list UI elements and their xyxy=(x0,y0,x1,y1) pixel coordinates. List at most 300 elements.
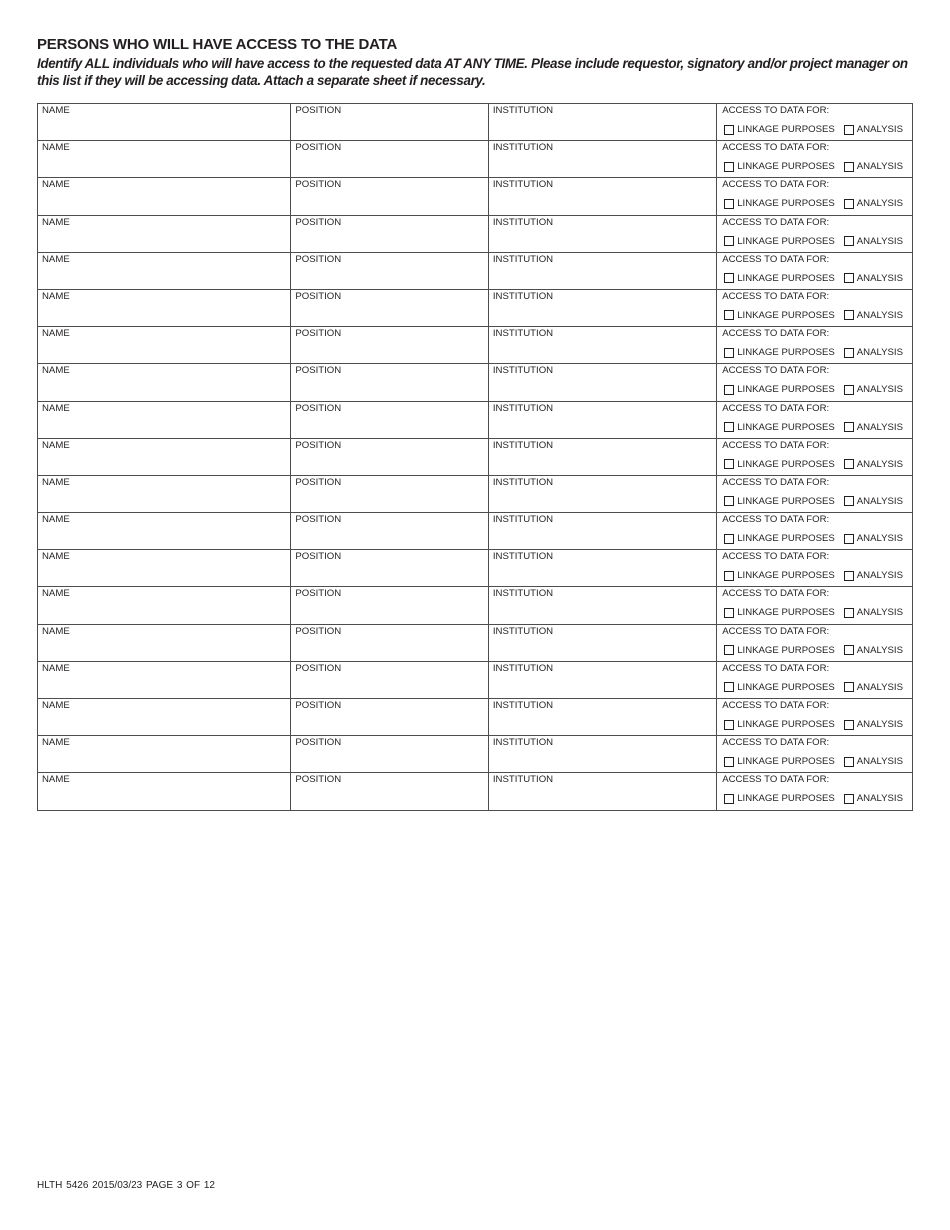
position-label: POSITION xyxy=(295,105,342,116)
institution-field[interactable] xyxy=(489,141,717,177)
analysis-checkbox[interactable] xyxy=(844,162,854,172)
access-cell xyxy=(717,104,913,140)
name-label: NAME xyxy=(42,142,70,154)
linkage-option xyxy=(724,198,835,209)
access-label: ACCESS TO DATA FOR: xyxy=(722,105,830,116)
position-field[interactable] xyxy=(291,290,489,326)
name-label: NAME xyxy=(42,290,70,302)
access-cell xyxy=(717,476,913,512)
analysis-option xyxy=(844,682,903,693)
table-row xyxy=(38,104,913,141)
name-label: NAME xyxy=(42,551,70,563)
analysis-label: ANALYSIS xyxy=(856,124,903,135)
access-label: ACCESS TO DATA FOR: xyxy=(722,179,830,191)
linkage-checkbox[interactable] xyxy=(724,385,734,395)
access-label: ACCESS TO DATA FOR: xyxy=(722,514,830,526)
table-row xyxy=(38,773,913,810)
linkage-option xyxy=(724,124,835,135)
analysis-checkbox[interactable] xyxy=(844,496,854,506)
institution-label: INSTITUTION xyxy=(492,365,554,377)
access-label: ACCESS TO DATA FOR: xyxy=(722,737,830,749)
table-row xyxy=(38,216,913,253)
analysis-label: ANALYSIS xyxy=(856,607,903,619)
position-field[interactable] xyxy=(291,587,489,623)
name-label: NAME xyxy=(42,105,70,116)
analysis-checkbox[interactable] xyxy=(844,720,854,730)
access-cell xyxy=(717,513,913,549)
linkage-label: LINKAGE PURPOSES xyxy=(737,607,835,619)
position-label: POSITION xyxy=(295,625,342,637)
name-label: NAME xyxy=(42,625,70,637)
institution-field[interactable] xyxy=(489,513,717,549)
access-label: ACCESS TO DATA FOR: xyxy=(722,774,830,786)
linkage-label: LINKAGE PURPOSES xyxy=(737,644,835,656)
linkage-label: LINKAGE PURPOSES xyxy=(737,198,835,210)
access-options xyxy=(722,604,912,621)
analysis-label: ANALYSIS xyxy=(856,495,903,507)
access-cell xyxy=(717,364,913,400)
institution-label: INSTITUTION xyxy=(492,700,554,711)
analysis-option xyxy=(844,236,903,247)
name-field[interactable] xyxy=(38,773,291,809)
position-field[interactable] xyxy=(291,216,489,252)
access-label: ACCESS TO DATA FOR: xyxy=(722,439,830,451)
institution-label: INSTITUTION xyxy=(492,290,554,302)
institution-field[interactable] xyxy=(489,625,717,661)
page-title: PERSONS WHO WILL HAVE ACCESS TO THE DATA xyxy=(37,36,398,53)
linkage-option xyxy=(724,496,835,507)
linkage-option xyxy=(724,422,835,433)
position-label: POSITION xyxy=(295,402,342,414)
name-field[interactable] xyxy=(38,587,291,623)
analysis-option xyxy=(844,719,903,730)
access-cell xyxy=(717,439,913,475)
analysis-checkbox[interactable] xyxy=(844,608,854,618)
analysis-label: ANALYSIS xyxy=(856,347,903,359)
access-options xyxy=(722,790,912,807)
name-label: NAME xyxy=(42,588,70,600)
access-label: ACCESS TO DATA FOR: xyxy=(722,216,830,228)
name-field[interactable] xyxy=(38,513,291,549)
linkage-label: LINKAGE PURPOSES xyxy=(737,719,835,730)
access-options xyxy=(722,307,912,324)
institution-label: INSTITUTION xyxy=(492,774,554,786)
access-options xyxy=(722,679,912,696)
table-row xyxy=(38,550,913,587)
name-label: NAME xyxy=(42,439,70,451)
analysis-checkbox[interactable] xyxy=(844,125,854,135)
institution-label: INSTITUTION xyxy=(492,476,554,488)
linkage-option xyxy=(724,273,835,284)
analysis-option xyxy=(844,533,903,544)
analysis-checkbox[interactable] xyxy=(844,310,854,320)
access-cell xyxy=(717,253,913,289)
institution-label: INSTITUTION xyxy=(492,253,554,265)
position-label: POSITION xyxy=(295,142,342,154)
linkage-checkbox[interactable] xyxy=(724,459,734,469)
linkage-option xyxy=(724,347,835,358)
table-row xyxy=(38,253,913,290)
analysis-checkbox[interactable] xyxy=(844,273,854,283)
table-row xyxy=(38,587,913,624)
analysis-option xyxy=(844,756,903,767)
institution-field[interactable] xyxy=(489,178,717,214)
institution-field[interactable] xyxy=(489,104,717,140)
name-field[interactable] xyxy=(38,736,291,772)
institution-label: INSTITUTION xyxy=(492,551,554,563)
name-label: NAME xyxy=(42,662,70,674)
analysis-checkbox[interactable] xyxy=(844,794,854,804)
analysis-checkbox[interactable] xyxy=(844,534,854,544)
access-label: ACCESS TO DATA FOR: xyxy=(722,365,830,377)
institution-field[interactable] xyxy=(489,216,717,252)
access-label: ACCESS TO DATA FOR: xyxy=(722,290,830,302)
position-label: POSITION xyxy=(295,700,342,711)
analysis-checkbox[interactable] xyxy=(844,199,854,209)
position-field[interactable] xyxy=(291,141,489,177)
position-label: POSITION xyxy=(295,439,342,451)
institution-label: INSTITUTION xyxy=(492,142,554,154)
name-label: NAME xyxy=(42,365,70,377)
linkage-checkbox[interactable] xyxy=(724,571,734,581)
institution-field[interactable] xyxy=(489,253,717,289)
access-label: ACCESS TO DATA FOR: xyxy=(722,588,830,600)
analysis-label: ANALYSIS xyxy=(856,384,903,396)
linkage-label: LINKAGE PURPOSES xyxy=(737,495,835,507)
linkage-label: LINKAGE PURPOSES xyxy=(737,347,835,359)
table-row xyxy=(38,439,913,476)
name-field[interactable] xyxy=(38,141,291,177)
linkage-label: LINKAGE PURPOSES xyxy=(737,421,835,433)
analysis-checkbox[interactable] xyxy=(844,385,854,395)
table-row xyxy=(38,178,913,215)
access-options xyxy=(722,456,912,473)
institution-field[interactable] xyxy=(489,327,717,363)
name-field[interactable] xyxy=(38,550,291,586)
name-field[interactable] xyxy=(38,402,291,438)
position-label: POSITION xyxy=(295,551,342,563)
analysis-checkbox[interactable] xyxy=(844,459,854,469)
table-row xyxy=(38,290,913,327)
position-field[interactable] xyxy=(291,773,489,809)
name-label: NAME xyxy=(42,402,70,414)
access-options xyxy=(722,195,912,212)
linkage-option xyxy=(724,384,835,395)
access-cell xyxy=(717,141,913,177)
name-field[interactable] xyxy=(38,476,291,512)
analysis-option xyxy=(844,793,903,804)
institution-field[interactable] xyxy=(489,662,717,698)
table-row xyxy=(38,327,913,364)
position-label: POSITION xyxy=(295,588,342,600)
analysis-option xyxy=(844,384,903,395)
analysis-checkbox[interactable] xyxy=(844,348,854,358)
linkage-label: LINKAGE PURPOSES xyxy=(737,309,835,321)
table-row xyxy=(38,513,913,550)
access-label: ACCESS TO DATA FOR: xyxy=(722,328,830,340)
linkage-checkbox[interactable] xyxy=(724,496,734,506)
instructions-text: Identify ALL individuals who will have access to the requested data AT ANY TIME. Please include requestor, signatory and/or project manager on this list if they will be accessing data. Attach a separate sheet if necessary. xyxy=(37,56,908,88)
linkage-option xyxy=(724,645,835,656)
linkage-checkbox[interactable] xyxy=(724,608,734,618)
position-label: POSITION xyxy=(295,514,342,526)
linkage-checkbox[interactable] xyxy=(724,422,734,432)
analysis-label: ANALYSIS xyxy=(856,681,903,693)
analysis-checkbox[interactable] xyxy=(844,682,854,692)
linkage-checkbox[interactable] xyxy=(724,273,734,283)
name-label: NAME xyxy=(42,179,70,191)
access-options xyxy=(722,567,912,584)
access-label: ACCESS TO DATA FOR: xyxy=(722,625,830,637)
analysis-option xyxy=(844,496,903,507)
table-row xyxy=(38,625,913,662)
name-label: NAME xyxy=(42,216,70,228)
analysis-label: ANALYSIS xyxy=(856,272,903,284)
analysis-label: ANALYSIS xyxy=(856,458,903,470)
analysis-checkbox[interactable] xyxy=(844,422,854,432)
analysis-checkbox[interactable] xyxy=(844,236,854,246)
linkage-checkbox[interactable] xyxy=(724,534,734,544)
linkage-label: LINKAGE PURPOSES xyxy=(737,235,835,247)
linkage-label: LINKAGE PURPOSES xyxy=(737,124,835,135)
footer-text: HLTH 5426 2015/03/23 PAGE 3 OF 12 xyxy=(37,1180,215,1191)
institution-label: INSTITUTION xyxy=(492,737,554,749)
access-cell xyxy=(717,327,913,363)
linkage-label: LINKAGE PURPOSES xyxy=(737,570,835,582)
analysis-option xyxy=(844,124,903,135)
linkage-label: LINKAGE PURPOSES xyxy=(737,533,835,545)
access-label: ACCESS TO DATA FOR: xyxy=(722,700,830,711)
position-label: POSITION xyxy=(295,774,342,786)
access-cell xyxy=(717,587,913,623)
name-field[interactable] xyxy=(38,178,291,214)
institution-label: INSTITUTION xyxy=(492,179,554,191)
position-field[interactable] xyxy=(291,476,489,512)
linkage-option xyxy=(724,682,835,693)
linkage-label: LINKAGE PURPOSES xyxy=(737,756,835,768)
access-cell xyxy=(717,662,913,698)
institution-field[interactable] xyxy=(489,439,717,475)
institution-label: INSTITUTION xyxy=(492,662,554,674)
position-field[interactable] xyxy=(291,253,489,289)
access-cell xyxy=(717,402,913,438)
linkage-checkbox[interactable] xyxy=(724,720,734,730)
name-field[interactable] xyxy=(38,327,291,363)
position-field[interactable] xyxy=(291,662,489,698)
position-label: POSITION xyxy=(295,328,342,340)
institution-field[interactable] xyxy=(489,550,717,586)
name-field[interactable] xyxy=(38,439,291,475)
position-field[interactable] xyxy=(291,402,489,438)
linkage-checkbox[interactable] xyxy=(724,236,734,246)
name-label: NAME xyxy=(42,774,70,786)
analysis-checkbox[interactable] xyxy=(844,645,854,655)
institution-label: INSTITUTION xyxy=(492,216,554,228)
linkage-checkbox[interactable] xyxy=(724,125,734,135)
position-field[interactable] xyxy=(291,699,489,735)
access-cell xyxy=(717,216,913,252)
name-field[interactable] xyxy=(38,290,291,326)
access-cell xyxy=(717,773,913,809)
access-cell xyxy=(717,290,913,326)
linkage-option xyxy=(724,533,835,544)
name-field[interactable] xyxy=(38,625,291,661)
linkage-option xyxy=(724,793,835,804)
access-label: ACCESS TO DATA FOR: xyxy=(722,142,830,154)
table-row xyxy=(38,402,913,439)
position-field[interactable] xyxy=(291,178,489,214)
name-label: NAME xyxy=(42,737,70,749)
linkage-label: LINKAGE PURPOSES xyxy=(737,272,835,284)
linkage-option xyxy=(724,719,835,730)
analysis-option xyxy=(844,347,903,358)
access-cell xyxy=(717,699,913,735)
access-options xyxy=(722,753,912,770)
institution-label: INSTITUTION xyxy=(492,514,554,526)
institution-field[interactable] xyxy=(489,736,717,772)
position-label: POSITION xyxy=(295,253,342,265)
linkage-label: LINKAGE PURPOSES xyxy=(737,384,835,396)
position-field[interactable] xyxy=(291,104,489,140)
access-options xyxy=(722,381,912,398)
access-options xyxy=(722,270,912,287)
analysis-checkbox[interactable] xyxy=(844,571,854,581)
institution-label: INSTITUTION xyxy=(492,439,554,451)
linkage-option xyxy=(724,236,835,247)
analysis-option xyxy=(844,422,903,433)
linkage-option xyxy=(724,756,835,767)
table-row xyxy=(38,699,913,736)
analysis-label: ANALYSIS xyxy=(856,309,903,321)
linkage-checkbox[interactable] xyxy=(724,310,734,320)
access-options xyxy=(722,419,912,436)
position-label: POSITION xyxy=(295,216,342,228)
position-field[interactable] xyxy=(291,625,489,661)
position-label: POSITION xyxy=(295,179,342,191)
analysis-label: ANALYSIS xyxy=(856,719,903,730)
linkage-checkbox[interactable] xyxy=(724,199,734,209)
institution-label: INSTITUTION xyxy=(492,105,554,116)
position-label: POSITION xyxy=(295,290,342,302)
linkage-checkbox[interactable] xyxy=(724,645,734,655)
linkage-label: LINKAGE PURPOSES xyxy=(737,681,835,693)
position-field[interactable] xyxy=(291,550,489,586)
position-field[interactable] xyxy=(291,513,489,549)
linkage-checkbox[interactable] xyxy=(724,794,734,804)
analysis-label: ANALYSIS xyxy=(856,570,903,582)
table-row xyxy=(38,476,913,513)
access-options xyxy=(722,158,912,175)
table-row xyxy=(38,141,913,178)
analysis-checkbox[interactable] xyxy=(844,757,854,767)
access-options xyxy=(722,530,912,547)
analysis-option xyxy=(844,198,903,209)
linkage-checkbox[interactable] xyxy=(724,682,734,692)
analysis-label: ANALYSIS xyxy=(856,421,903,433)
position-field[interactable] xyxy=(291,364,489,400)
name-field[interactable] xyxy=(38,216,291,252)
analysis-label: ANALYSIS xyxy=(856,644,903,656)
institution-field[interactable] xyxy=(489,402,717,438)
access-label: ACCESS TO DATA FOR: xyxy=(722,551,830,563)
name-field[interactable] xyxy=(38,364,291,400)
name-field[interactable] xyxy=(38,253,291,289)
linkage-option xyxy=(724,310,835,321)
linkage-label: LINKAGE PURPOSES xyxy=(737,793,835,805)
access-label: ACCESS TO DATA FOR: xyxy=(722,253,830,265)
linkage-label: LINKAGE PURPOSES xyxy=(737,161,835,173)
linkage-option xyxy=(724,161,835,172)
analysis-label: ANALYSIS xyxy=(856,793,903,805)
access-cell xyxy=(717,178,913,214)
position-label: POSITION xyxy=(295,662,342,674)
analysis-option xyxy=(844,570,903,581)
name-label: NAME xyxy=(42,328,70,340)
name-field[interactable] xyxy=(38,662,291,698)
institution-field[interactable] xyxy=(489,587,717,623)
linkage-label: LINKAGE PURPOSES xyxy=(737,458,835,470)
linkage-option xyxy=(724,607,835,618)
access-options xyxy=(722,233,912,250)
table-row xyxy=(38,662,913,699)
name-label: NAME xyxy=(42,514,70,526)
name-field[interactable] xyxy=(38,104,291,140)
analysis-label: ANALYSIS xyxy=(856,533,903,545)
institution-field[interactable] xyxy=(489,699,717,735)
position-field[interactable] xyxy=(291,736,489,772)
access-options xyxy=(722,642,912,659)
access-cell xyxy=(717,550,913,586)
institution-field[interactable] xyxy=(489,476,717,512)
position-field[interactable] xyxy=(291,327,489,363)
institution-field[interactable] xyxy=(489,773,717,809)
linkage-option xyxy=(724,459,835,470)
access-label: ACCESS TO DATA FOR: xyxy=(722,662,830,674)
access-options xyxy=(722,716,912,733)
linkage-checkbox[interactable] xyxy=(724,348,734,358)
access-options xyxy=(722,121,912,138)
name-label: NAME xyxy=(42,253,70,265)
institution-label: INSTITUTION xyxy=(492,588,554,600)
access-label: ACCESS TO DATA FOR: xyxy=(722,476,830,488)
name-label: NAME xyxy=(42,700,70,711)
analysis-option xyxy=(844,161,903,172)
access-persons-table xyxy=(37,103,913,811)
institution-field[interactable] xyxy=(489,364,717,400)
access-options xyxy=(722,344,912,361)
position-label: POSITION xyxy=(295,365,342,377)
position-label: POSITION xyxy=(295,737,342,749)
position-label: POSITION xyxy=(295,476,342,488)
analysis-option xyxy=(844,645,903,656)
table-row xyxy=(38,736,913,773)
analysis-label: ANALYSIS xyxy=(856,235,903,247)
linkage-checkbox[interactable] xyxy=(724,162,734,172)
analysis-option xyxy=(844,273,903,284)
position-field[interactable] xyxy=(291,439,489,475)
linkage-option xyxy=(724,570,835,581)
name-field[interactable] xyxy=(38,699,291,735)
analysis-label: ANALYSIS xyxy=(856,198,903,210)
analysis-option xyxy=(844,310,903,321)
table-row xyxy=(38,364,913,401)
institution-label: INSTITUTION xyxy=(492,625,554,637)
institution-field[interactable] xyxy=(489,290,717,326)
institution-label: INSTITUTION xyxy=(492,328,554,340)
access-label: ACCESS TO DATA FOR: xyxy=(722,402,830,414)
analysis-option xyxy=(844,607,903,618)
linkage-checkbox[interactable] xyxy=(724,757,734,767)
